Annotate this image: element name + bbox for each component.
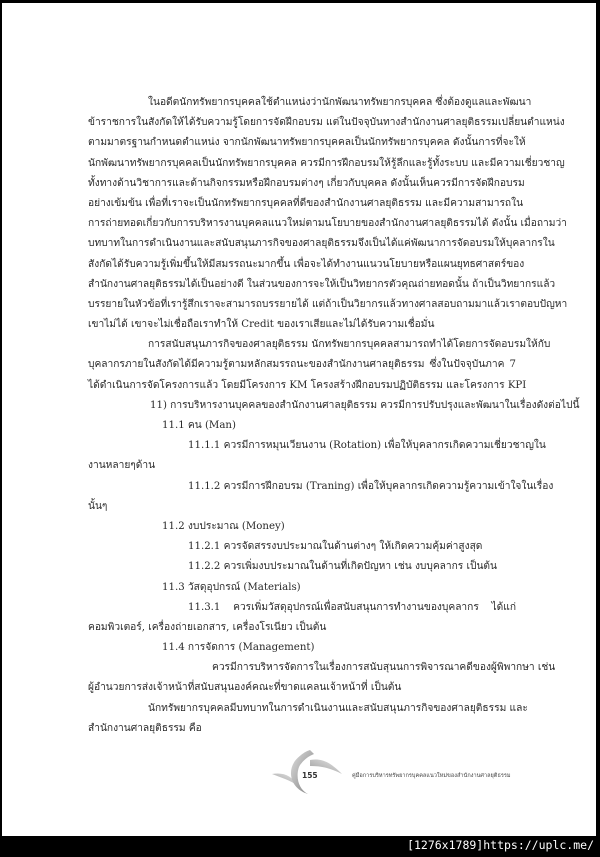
text-line: ได้ดำเนินการจัดโครงการแล้ว โดยมีโครงการ KM โครงสร้างฝึกอบรมปฏิบัติธรรม และโครงการ KPI (88, 379, 527, 391)
body-text (88, 93, 580, 739)
list-item-11-3-1: 11.3.1 ควรเพิ่มวัสดุอุปกรณ์เพื่อสนับสนุนการทำงานของบุคลากร ได้แก่ (188, 601, 516, 613)
list-item-11-1: 11.1 คน (Man) (162, 420, 236, 431)
text-line: บรรยายในหัวข้อที่เรารู้สึกเราจะสามารถบรรยายได้ แต่ถ้าเป็นวิยากรแล้วทางศาลสอบถามมาแล้วเราตอบปัญหา (88, 298, 568, 310)
list-item-11-4-text: ควรมีการบริหารจัดการในเรื่องการสนับสุนนการพิจารณาคดีของผู้พิพากษา เช่น (212, 662, 556, 674)
text-line: ตามมาตรฐานกำหนดตำแหน่ง จากนักพัฒนาทรัพยากรบุคคลเป็นนักทรัพยากรบุคคล ดังนั้นการที่จะให้ (88, 137, 526, 149)
text-line: ทั้งทางด้านวิชาการและด้านกิจกรรมหรือฝึกอบรมต่างๆ เกี่ยวกับบุคคล ดังนั้นเห็นควรมีการจัดฝึกอบรม (88, 177, 525, 189)
list-item-11-4: 11.4 การจัดการ (Management) (162, 642, 315, 654)
list-item-11-2-1: 11.2.1 ควรจัดสรรงบประมาณในด้านต่างๆ ให้เกิดความคุ้มค่าสูงสุด (188, 541, 483, 553)
list-item-11-2: 11.2 งบประมาณ (Money) (162, 520, 285, 532)
text-line: สำนักงานศาลยุติธรรมได้เป็นอย่างดี ในส่วนของการจะให้เป็นวิทยากรตัวคุณถ่ายทอดนั้น ถ้าเป็นวิทยากรแล้ว (88, 278, 556, 290)
text-line: บุคลากรภายในสังกัดได้มีความรู้ตามหลักสมรรถนะของสำนักงานศาลยุติธรรม ซึ่งในปัจจุบันภาค 7 (88, 359, 516, 371)
text-line: สังกัดได้รับความรู้เพิ่มขึ้นให้มีสมรรถนะมากขึ้น เพื่อจะได้ทำงานแนวนโยบายหรือแผนยุทธศาสตร์ของ (88, 258, 525, 270)
list-item-11-3-1-continued: คอมพิวเตอร์, เครื่องถ่ายเอกสาร, เครื่องโรเนียว เป็นต้น (88, 621, 327, 633)
text-line: ข้าราชการในสังกัดให้ได้รับความรู้โดยการจัดฝึกอบรม แต่ในปัจจุบันทางสำนักงานศาลยุติธรรมเปลี่ยนตำแหน่ง (88, 117, 565, 129)
closing-paragraph: นักทรัพยากรบุคคลมีบทบาทในการดำเนินงานและสนับสนุนภารกิจของศาลยุติธรรม และ (148, 702, 528, 714)
paragraph-1 (88, 93, 568, 335)
list-item-11-4-text-continued: ผู้อำนวยการส่งเจ้าหน้าที่สนับสนุนองค์คณะที่ขาดแคลนเจ้าหน้าที่ เป็นต้น (88, 682, 402, 694)
list-item-11-1-2: 11.1.2 ควรมีการฝึกอบรม (Traning) เพื่อให้บุคลากรเกิดความรู้ความเข้าใจในเรื่อง (188, 480, 554, 492)
list-item-11-1-2-continued: นั้นๆ (88, 500, 108, 512)
page-footer (2, 748, 596, 808)
text-line: บทบาทในการดำเนินงานและสนับสนุนภารกิจของศาลยุติธรรมจึงเป็นได้แค่พัฒนาการจัดอบรมให้บุคลากรใน (88, 238, 555, 250)
text-line: นักพัฒนาทรัพยากรบุคคลเป็นนักทรัพยากรบุคคล ควรมีการฝึกอบรมให้รู้ลึกและรู้ทั้งระบบ และมีความเชี่ยวชาญ (88, 157, 565, 169)
paragraph-2 (88, 335, 551, 396)
list-item-11-3: 11.3 วัสดุอุปกรณ์ (Materials) (162, 581, 301, 593)
text-line: อย่างเข้มข้น เพื่อที่เราจะเป็นนักทรัพยากรบุคคลที่ดีของสำนักงานศาลยุติธรรม และมีความสามารถใน (88, 197, 524, 209)
list-item-11: 11) การบริหารงานบุคคลของสำนักงานศาลยุติธรรม ควรมีการปรับปรุงและพัฒนาในเรื่องดังต่อไปนี้ (150, 399, 580, 411)
list-item-11-1-1-continued: งานหลายๆด้าน (88, 460, 156, 472)
text-line: การถ่ายทอดเกี่ยวกับการบริหารงานบุคคลแนวใหม่ตามนโยบายของสำนักงานศาลยุติธรรมได้ ดังนั้น เมื่อถามว่า (88, 218, 567, 230)
document-page (2, 3, 596, 836)
page-number: 155 (302, 771, 318, 780)
running-title: คู่มือการบริหารทรัพยากรบุคคลแนวใหม่ของสำนักงานศาลยุติธรรม (352, 773, 511, 779)
text-line: ในอดีตนักทรัพยากรบุคคลใช้ตำแหน่งว่านักพัฒนาทรัพยากรบุคคล ซึ่งต้องดูแลและพัฒนา (148, 97, 532, 108)
list-item-11-2-2: 11.2.2 ควรเพิ่มงบประมาณในด้านที่เกิดปัญหา เช่น งบบุคลากร เป็นต้น (188, 561, 497, 573)
closing-paragraph-continued: สำนักงานศาลยุติธรรม คือ (88, 722, 202, 734)
text-line: เขาไม่ได้ เขาจะไม่เชื่อถือเราทำให้ Credit ของเราเสียและไม่ได้รับความเชื่อมั่น (88, 319, 435, 331)
image-size-watermark: [1276x1789]https://uplc.me/ (407, 838, 594, 852)
list-item-11-1-1: 11.1.1 ควรมีการหมุนเวียนงาน (Rotation) เพื่อให้บุคลากรเกิดความเชี่ยวชาญใน (188, 440, 546, 452)
text-line: การสนับสนุนภารกิจของศาลยุติธรรม นักทรัพยากรบุคคลสามารถทำได้โดยการจัดอบรมให้กับ (148, 339, 551, 351)
